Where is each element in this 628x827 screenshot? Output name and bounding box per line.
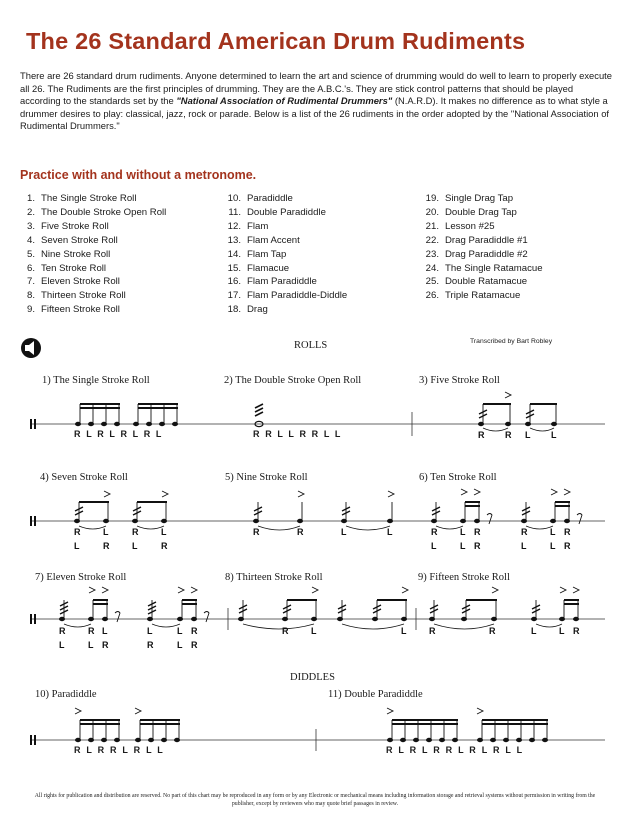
item-name: Double Paradiddle bbox=[247, 206, 326, 218]
svg-text:R: R bbox=[59, 626, 66, 636]
intro-org-name: "National Association of Rudimental Drummers" bbox=[176, 95, 393, 107]
example-1-notes bbox=[75, 403, 178, 426]
transcriber-credit: Transcribed by Bart Robley bbox=[470, 338, 553, 345]
item-name: Ten Stroke Roll bbox=[41, 262, 107, 274]
example-7-notes bbox=[59, 587, 209, 627]
svg-text:R: R bbox=[253, 527, 260, 537]
svg-text:L: L bbox=[431, 541, 437, 551]
intro-text-2: (N.A.R.D). It makes no difference as to what style a drummer desires to play: classical, jazz, rock or parade. Below is a list of the 26 rudiments in the order adopted by the "National Association of Rudimental Drummers." bbox=[20, 95, 610, 132]
svg-text:L: L bbox=[550, 527, 556, 537]
svg-text:R: R bbox=[505, 430, 512, 440]
item-number: 18. bbox=[227, 304, 241, 316]
item-number: 13. bbox=[227, 234, 241, 246]
svg-text:R: R bbox=[429, 626, 436, 636]
item-number: 11. bbox=[228, 206, 241, 218]
svg-text:R: R bbox=[88, 626, 95, 636]
item-name: Flam bbox=[247, 220, 269, 232]
example-10-sticking: R L R R L R L L bbox=[74, 745, 163, 755]
item-number: 24. bbox=[425, 262, 439, 274]
example-2-label: 2) The Double Stroke Open Roll bbox=[224, 375, 362, 386]
svg-text:L: L bbox=[59, 640, 65, 650]
example-10-label: 10) Paradiddle bbox=[35, 689, 97, 700]
svg-text:R: R bbox=[521, 527, 528, 537]
item-number: 17. bbox=[227, 290, 241, 302]
item-number: 2. bbox=[26, 206, 35, 218]
item-name: Flam Accent bbox=[247, 234, 300, 246]
svg-text:R: R bbox=[282, 626, 289, 636]
item-name: Paradiddle bbox=[247, 193, 293, 204]
example-11-label: 11) Double Paradiddle bbox=[328, 689, 423, 700]
example-8-notes bbox=[238, 587, 408, 629]
item-number: 5. bbox=[26, 248, 35, 260]
svg-text:R: R bbox=[297, 527, 304, 537]
item-name: Eleven Stroke Roll bbox=[41, 276, 120, 288]
page-title: The 26 Standard American Drum Rudiments bbox=[26, 28, 526, 54]
svg-text:R: R bbox=[191, 640, 198, 650]
example-11-sticking: R L R L R R L R L R L L bbox=[386, 745, 523, 755]
item-number: 22. bbox=[425, 234, 439, 246]
example-1-label: 1) The Single Stroke Roll bbox=[42, 375, 150, 386]
item-name: Drag bbox=[247, 304, 268, 316]
item-number: 19. bbox=[425, 193, 439, 204]
item-name: The Double Stroke Open Roll bbox=[41, 206, 167, 218]
svg-text:L: L bbox=[525, 430, 531, 440]
example-5-notes bbox=[253, 491, 394, 530]
item-number: 14. bbox=[227, 248, 241, 260]
svg-text:L: L bbox=[460, 541, 466, 551]
diddles-heading: DIDDLES bbox=[290, 672, 335, 683]
svg-text:L: L bbox=[401, 626, 407, 636]
item-number: 20. bbox=[425, 206, 439, 218]
item-number: 10. bbox=[227, 193, 241, 204]
item-name: Flam Tap bbox=[247, 248, 287, 260]
svg-text:R: R bbox=[191, 626, 198, 636]
item-number: 3. bbox=[26, 220, 35, 232]
svg-text:L: L bbox=[161, 527, 167, 537]
item-name: The Single Ratamacue bbox=[445, 262, 543, 274]
svg-text:L: L bbox=[387, 527, 393, 537]
item-name: The Single Stroke Roll bbox=[41, 193, 137, 204]
rolls-heading: ROLLS bbox=[294, 340, 328, 351]
copyright-footer: All rights for publication and distribution are reserved. No part of this chart may be reproduced in any form or by any Electronic or mechanical means including information storage and retrieval systems without permission in writing from the publisher, except by reviewers who may quote brief passages in review. bbox=[34, 793, 596, 807]
svg-text:R: R bbox=[161, 541, 168, 551]
item-name: Triple Ratamacue bbox=[445, 290, 521, 302]
example-4-label: 4) Seven Stroke Roll bbox=[40, 472, 128, 483]
item-name: Fifteen Stroke Roll bbox=[41, 304, 120, 316]
example-5-label: 5) Nine Stroke Roll bbox=[225, 472, 308, 483]
item-number: 8. bbox=[26, 290, 35, 302]
svg-text:L: L bbox=[311, 626, 317, 636]
example-6-notes bbox=[431, 489, 582, 529]
practice-subheading: Practice with and without a metronome. bbox=[20, 168, 257, 182]
item-name: Flamacue bbox=[247, 262, 290, 274]
example-3-notes bbox=[478, 392, 557, 431]
svg-text:R: R bbox=[489, 626, 496, 636]
item-name: Seven Stroke Roll bbox=[41, 234, 118, 246]
stickings-rolls bbox=[59, 430, 580, 650]
svg-text:R: R bbox=[431, 527, 438, 537]
example-3-label: 3) Five Stroke Roll bbox=[419, 375, 500, 386]
svg-text:L: L bbox=[103, 527, 109, 537]
svg-text:L: L bbox=[341, 527, 347, 537]
intro-text-1: There are 26 standard drum rudiments. Anyone determined to learn the art and science of drumming would do well to learn to properly execute all 26. The Rudiments are the first principles of drumming. They are the A.B.C.'s. They are stick control patterns that should be played according to the standards set by the bbox=[20, 70, 612, 107]
svg-text:R: R bbox=[147, 640, 154, 650]
svg-text:L: L bbox=[460, 527, 466, 537]
svg-text:L: L bbox=[88, 640, 94, 650]
svg-text:L: L bbox=[550, 541, 556, 551]
item-name: Double Ratamacue bbox=[445, 276, 528, 288]
svg-text:R: R bbox=[474, 527, 481, 537]
svg-text:L: L bbox=[102, 626, 108, 636]
svg-text:R: R bbox=[474, 541, 481, 551]
item-name: Drag Paradiddle #2 bbox=[445, 248, 528, 260]
svg-text:R: R bbox=[564, 527, 571, 537]
example-4-notes bbox=[74, 491, 168, 529]
item-name: Single Drag Tap bbox=[445, 193, 514, 204]
item-number: 12. bbox=[227, 220, 241, 232]
item-number: 1. bbox=[26, 193, 35, 204]
item-number: 26. bbox=[425, 290, 439, 302]
item-number: 25. bbox=[425, 276, 439, 288]
svg-text:L: L bbox=[177, 626, 183, 636]
item-name: Five Stroke Roll bbox=[41, 220, 109, 232]
example-9-label: 9) Fifteen Stroke Roll bbox=[418, 572, 510, 583]
example-1-sticking: R L R L R L R L bbox=[74, 429, 162, 439]
svg-text:R: R bbox=[573, 626, 580, 636]
svg-text:L: L bbox=[74, 541, 80, 551]
item-number: 16. bbox=[227, 276, 241, 288]
item-number: 4. bbox=[26, 234, 35, 246]
example-2-sticking: R R L L R R L L bbox=[253, 429, 341, 439]
svg-text:R: R bbox=[103, 541, 110, 551]
svg-text:L: L bbox=[531, 626, 537, 636]
example-10-notes bbox=[75, 708, 180, 742]
item-name: Lesson #25 bbox=[445, 220, 495, 232]
item-name: Double Drag Tap bbox=[445, 206, 517, 218]
item-name: Flam Paradiddle-Diddle bbox=[247, 290, 348, 302]
svg-text:R: R bbox=[564, 541, 571, 551]
svg-text:L: L bbox=[521, 541, 527, 551]
item-name: Nine Stroke Roll bbox=[41, 248, 111, 260]
item-name: Thirteen Stroke Roll bbox=[41, 290, 126, 302]
svg-text:R: R bbox=[132, 527, 139, 537]
svg-text:R: R bbox=[74, 527, 81, 537]
item-number: 9. bbox=[26, 304, 35, 316]
example-8-label: 8) Thirteen Stroke Roll bbox=[225, 572, 323, 583]
example-7-label: 7) Eleven Stroke Roll bbox=[35, 572, 127, 583]
svg-text:L: L bbox=[147, 626, 153, 636]
example-6-label: 6) Ten Stroke Roll bbox=[419, 472, 497, 483]
example-9-notes bbox=[429, 587, 579, 629]
svg-text:L: L bbox=[551, 430, 557, 440]
example-11-notes bbox=[387, 708, 548, 742]
svg-text:R: R bbox=[478, 430, 485, 440]
item-number: 21. bbox=[425, 220, 439, 232]
item-number: 23. bbox=[425, 248, 439, 260]
svg-text:L: L bbox=[132, 541, 138, 551]
item-number: 6. bbox=[26, 262, 35, 274]
svg-text:L: L bbox=[559, 626, 565, 636]
item-number: 7. bbox=[26, 276, 35, 288]
item-number: 15. bbox=[227, 262, 241, 274]
svg-text:L: L bbox=[177, 640, 183, 650]
item-name: Drag Paradiddle #1 bbox=[445, 234, 528, 246]
example-2-notes bbox=[255, 404, 263, 427]
item-name: Flam Paradiddle bbox=[247, 276, 317, 288]
speaker-icon[interactable] bbox=[21, 338, 41, 358]
svg-text:R: R bbox=[102, 640, 109, 650]
